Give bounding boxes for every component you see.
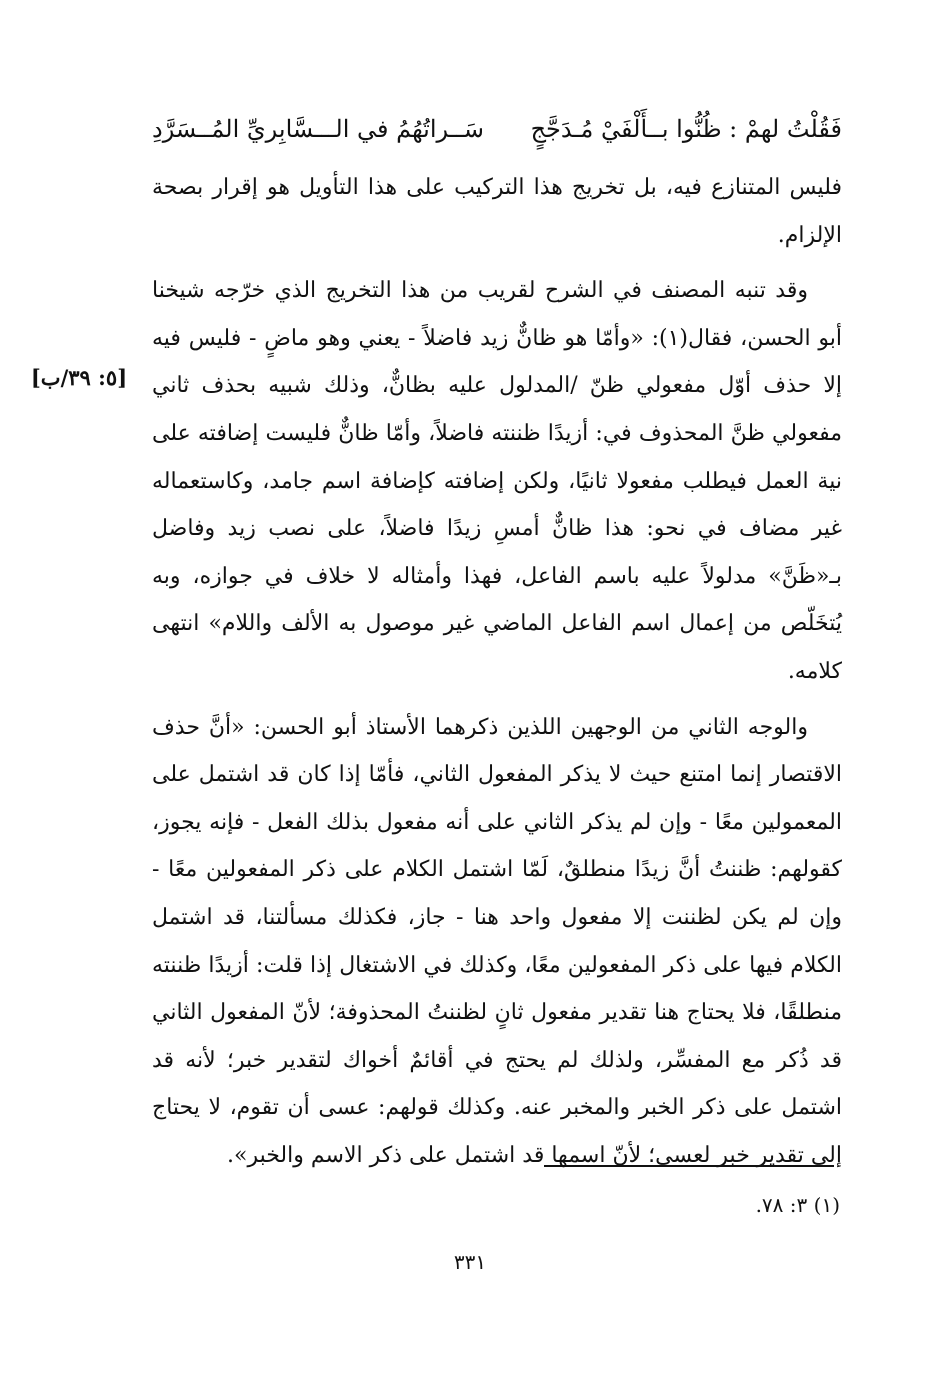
- manuscript-folio-reference: [٥: ٣٩/ب]: [30, 365, 128, 390]
- paragraph-1: فليس المتنازع فيه، بل تخريج هذا التركيب على هذا التأويل هو إقرار بصحة الإلزام.: [152, 175, 842, 248]
- verse-second-hemistich: سَــراتُهُمُ في الـــسَّابِريِّ المُــسَرَّدِ: [152, 115, 484, 143]
- poetry-verse: [152, 104, 842, 154]
- verse-first-hemistich: فَقُلْتُ لهمْ : ظُنُّوا بــأَلْفَيْ مُـدَجَّجٍ: [530, 115, 842, 143]
- footnote: (١) ٣: ٧٨.: [755, 1193, 840, 1217]
- page-number: ٣٣١: [453, 1250, 487, 1274]
- body-text: [152, 164, 842, 1187]
- footnote-divider: [544, 1165, 834, 1167]
- paragraph-3: والوجه الثاني من الوجهين اللذين ذكرهما الأستاذ أبو الحسن: «أنَّ حذف الاقتصار إنما امتنع حيث لا يذكر المفعول الثاني، فأمّا إذا كان قد اشتمل على المعمولين معًا - وإن لم يذكر الثاني على أنه مفعول بذلك الفعل - فإنه يجوز، كقولهم: ظننتُ أنَّ زيدًا منطلقٌ، لَمّا اشتمل الكلام على ذكر المفعولين معًا - وإن لم يكن لظننت إلا مفعول واحد هنا - جاز، فكذلك مسألتنا، قد اشتمل الكلام فيها على ذكر المفعولين معًا، وكذلك في الاشتغال إذا قلت: أزيدًا ظننته منطلقًا، فلا يحتاج هنا تقدير مفعول ثانٍ لظننتُ المحذوفة؛ لأنّ المفعول الثاني قد ذُكر مع المفسِّر، ولذلك لم يحتج في أقائمٌ أخواك لتقدير خبر؛ لأنه قد اشتمل على ذكر الخبر والمخبر عنه. وكذلك قولهم: عسى أن تقوم، لا يحتاج إلى تقدير خبر لعسى؛ لأنّ اسمها قد اشتمل على ذكر الاسم والخبر».: [152, 714, 842, 1168]
- paragraph-2: وقد تنبه المصنف في الشرح لقريب من هذا التخريج الذي خرّجه شيخنا أبو الحسن، فقال(١): «وأمّا هو ظانٌّ زيد فاضلاً - يعني وهو ماضٍ - فليس فيه إلا حذف أوّل مفعولي ظنّ /المدلول عليه بظانٌّ، وذلك شبيه بحذف ثاني مفعولي ظنَّ المحذوف في: أزيدًا ظننته فاضلاً، وأمّا ظانٌّ فليست إضافته على نية العمل فيطلب مفعولا ثانيًا، ولكن إضافته كإضافة اسم جامد، وكاستعماله غير مضاف في نحو: هذا ظانٌّ أمسِ زيدًا فاضلاً، على نصب زيد وفاضل بـ«ظَنَّ» مدلولاً عليه باسم الفاعل، فهذا وأمثاله لا خلاف في جوازه، وبه يُتخَلّص من إعمال اسم الفاعل الماضي غير موصول به الألف واللام» انتهى كلامه.: [152, 278, 842, 684]
